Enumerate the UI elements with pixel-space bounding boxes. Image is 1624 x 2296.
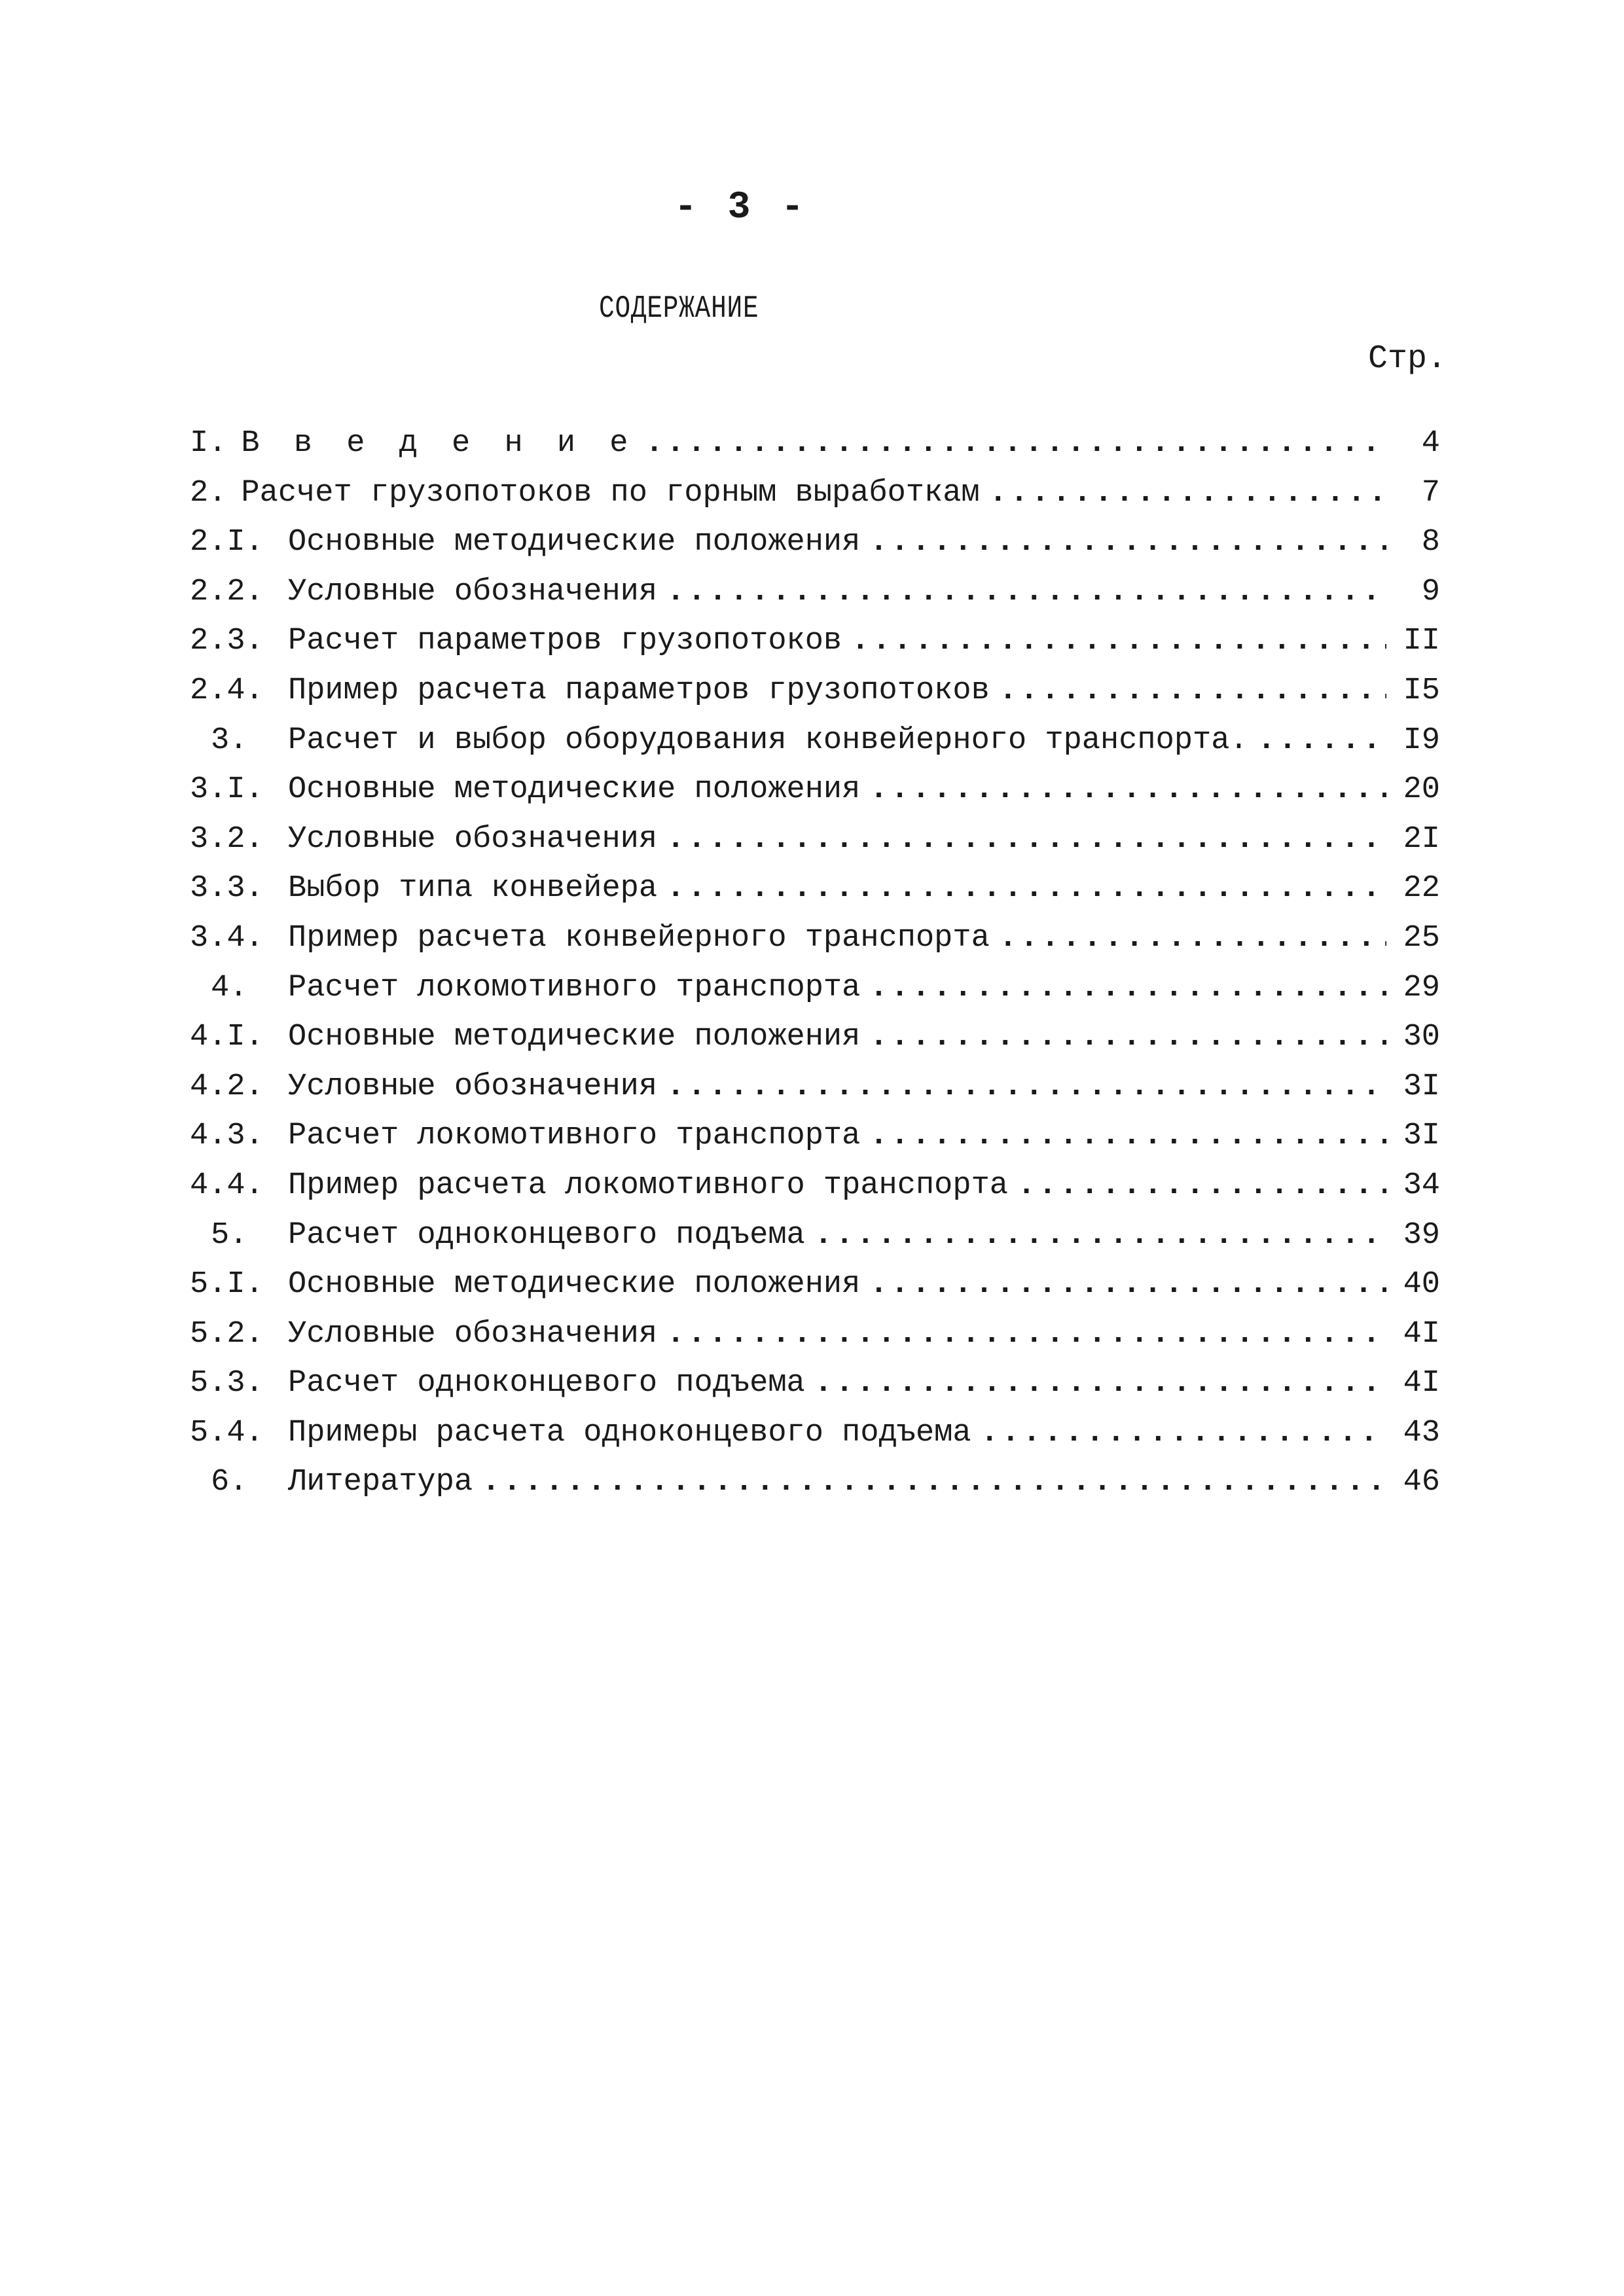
dot-leader bbox=[666, 864, 1386, 914]
toc-entry-number: 6. bbox=[211, 1465, 248, 1500]
toc-entry-number: 3.I. bbox=[190, 772, 264, 808]
dot-leader bbox=[869, 765, 1386, 815]
toc-entry-page: 40 bbox=[1403, 1267, 1440, 1302]
toc-entry-2-1 bbox=[190, 518, 1440, 567]
toc-entry-number: 3.2. bbox=[190, 821, 264, 857]
toc-entry-page: 25 bbox=[1403, 920, 1440, 956]
toc-entry-page: 8 bbox=[1421, 525, 1440, 560]
toc-entry-number: 4.2. bbox=[190, 1069, 264, 1104]
dot-leader bbox=[666, 815, 1386, 865]
toc-entry-1 bbox=[190, 419, 1440, 469]
toc-entry-number: 5.3. bbox=[190, 1366, 264, 1401]
toc-entry-number: 2.3. bbox=[190, 624, 264, 659]
dot-leader bbox=[1017, 1161, 1386, 1211]
toc-entry-number: 5.I. bbox=[190, 1267, 264, 1302]
toc-entry-4-1 bbox=[190, 1013, 1440, 1062]
toc-entry-page: 39 bbox=[1403, 1217, 1440, 1253]
toc-entry-title: Пример расчета конвейерного транспорта bbox=[288, 920, 990, 956]
toc-entry-3-4 bbox=[190, 914, 1440, 963]
toc-entry-number: 2.2. bbox=[190, 574, 264, 609]
toc-entry-page: 3I bbox=[1403, 1069, 1440, 1104]
toc-entry-page: I5 bbox=[1403, 673, 1440, 708]
toc-entry-2-3 bbox=[190, 617, 1440, 666]
toc-entry-title: Расчет одноконцевого подъема bbox=[288, 1366, 805, 1401]
toc-entry-number: 3.3. bbox=[190, 871, 264, 906]
toc-entry-page: 2I bbox=[1403, 821, 1440, 857]
toc-entry-page: 4I bbox=[1403, 1366, 1440, 1401]
table-of-contents bbox=[190, 419, 1440, 1507]
toc-entry-title: Расчет и выбор оборудования конвейерного транспорта. bbox=[288, 723, 1248, 758]
toc-entry-number: 3.4. bbox=[190, 920, 264, 956]
page-number: - 3 - bbox=[674, 187, 808, 229]
toc-entry-title: Основные методические положения bbox=[288, 1020, 861, 1055]
toc-entry-number: 5.2. bbox=[190, 1316, 264, 1352]
dot-leader bbox=[666, 1310, 1386, 1359]
toc-entry-title: Условные обозначения bbox=[288, 821, 658, 857]
page-column-label: Стр. bbox=[1368, 340, 1447, 378]
toc-entry-number: 4. bbox=[211, 970, 248, 1005]
toc-title: СОДЕРЖАНИЕ bbox=[599, 291, 759, 327]
dot-leader bbox=[869, 1013, 1386, 1062]
toc-entry-number: 4.4. bbox=[190, 1168, 264, 1203]
toc-entry-title: Основные методические положения bbox=[288, 772, 861, 808]
dot-leader bbox=[989, 469, 1386, 518]
toc-entry-6 bbox=[190, 1458, 1440, 1507]
toc-entry-3 bbox=[190, 716, 1440, 766]
toc-entry-page: 30 bbox=[1403, 1020, 1440, 1055]
toc-entry-title: Пример расчета параметров грузопотоков bbox=[288, 673, 990, 708]
dot-leader bbox=[666, 567, 1386, 617]
dot-leader bbox=[482, 1458, 1386, 1507]
dot-leader bbox=[869, 518, 1386, 567]
dot-leader bbox=[814, 1211, 1386, 1261]
toc-entry-5-2 bbox=[190, 1310, 1440, 1359]
toc-entry-number: 2. bbox=[190, 475, 227, 511]
toc-entry-2 bbox=[190, 469, 1440, 518]
toc-entry-title: Условные обозначения bbox=[288, 1316, 658, 1352]
toc-entry-5-4 bbox=[190, 1408, 1440, 1458]
dot-leader bbox=[869, 963, 1386, 1013]
toc-entry-page: 34 bbox=[1403, 1168, 1440, 1203]
toc-entry-title: Расчет грузопотоков по горным выработкам bbox=[241, 475, 980, 511]
toc-entry-5-1 bbox=[190, 1260, 1440, 1310]
toc-entry-page: 43 bbox=[1403, 1415, 1440, 1450]
dot-leader bbox=[869, 1111, 1386, 1161]
toc-entry-4 bbox=[190, 963, 1440, 1013]
toc-entry-page: 4 bbox=[1421, 426, 1440, 461]
dot-leader bbox=[814, 1359, 1386, 1408]
toc-entry-page: II bbox=[1403, 624, 1440, 659]
dot-leader bbox=[1257, 716, 1386, 766]
toc-entry-4-3 bbox=[190, 1111, 1440, 1161]
toc-entry-4-4 bbox=[190, 1161, 1440, 1211]
dot-leader bbox=[869, 1260, 1386, 1310]
toc-entry-title: Условные обозначения bbox=[288, 1069, 658, 1104]
toc-entry-number: 4.3. bbox=[190, 1119, 264, 1154]
toc-entry-number: 3. bbox=[211, 723, 248, 758]
toc-entry-title: Расчет одноконцевого подъема bbox=[288, 1217, 805, 1253]
toc-entry-3-3 bbox=[190, 864, 1440, 914]
toc-entry-2-2 bbox=[190, 567, 1440, 617]
dot-leader bbox=[999, 914, 1386, 963]
toc-entry-title: Расчет параметров грузопотоков bbox=[288, 624, 842, 659]
toc-entry-title: Основные методические положения bbox=[288, 525, 861, 560]
toc-entry-title: Основные методические положения bbox=[288, 1267, 861, 1302]
toc-entry-title: Условные обозначения bbox=[288, 574, 658, 609]
toc-entry-number: 2.4. bbox=[190, 673, 264, 708]
toc-entry-3-1 bbox=[190, 765, 1440, 815]
toc-entry-page: 7 bbox=[1421, 475, 1440, 511]
dot-leader bbox=[999, 666, 1386, 716]
toc-entry-number: 5. bbox=[211, 1217, 248, 1253]
toc-entry-page: 29 bbox=[1403, 970, 1440, 1005]
toc-entry-3-2 bbox=[190, 815, 1440, 865]
toc-entry-title: Примеры расчета одноконцевого подъема bbox=[288, 1415, 971, 1450]
toc-entry-page: 3I bbox=[1403, 1119, 1440, 1154]
toc-entry-number: 2.I. bbox=[190, 525, 264, 560]
toc-entry-page: 9 bbox=[1421, 574, 1440, 609]
toc-entry-page: 46 bbox=[1403, 1465, 1440, 1500]
toc-entry-title: Пример расчета локомотивного транспорта bbox=[288, 1168, 1008, 1203]
toc-entry-number: 4.I. bbox=[190, 1020, 264, 1055]
toc-entry-2-4 bbox=[190, 666, 1440, 716]
dot-leader bbox=[666, 1062, 1386, 1112]
toc-entry-page: 4I bbox=[1403, 1316, 1440, 1352]
toc-entry-title: Расчет локомотивного транспорта bbox=[288, 970, 861, 1005]
toc-entry-number: 5.4. bbox=[190, 1415, 264, 1450]
toc-entry-title: Расчет локомотивного транспорта bbox=[288, 1119, 861, 1154]
toc-entry-4-2 bbox=[190, 1062, 1440, 1112]
toc-entry-page: 22 bbox=[1403, 871, 1440, 906]
toc-entry-title: В в е д е н и е bbox=[241, 426, 636, 461]
toc-entry-number: I. bbox=[190, 426, 227, 461]
dot-leader bbox=[645, 419, 1387, 469]
toc-entry-page: 20 bbox=[1403, 772, 1440, 808]
toc-entry-5 bbox=[190, 1211, 1440, 1261]
toc-entry-page: I9 bbox=[1403, 723, 1440, 758]
toc-entry-5-3 bbox=[190, 1359, 1440, 1408]
dot-leader bbox=[851, 617, 1386, 666]
dot-leader bbox=[981, 1408, 1386, 1458]
toc-entry-title: Выбор типа конвейера bbox=[288, 871, 658, 906]
toc-entry-title: Литература bbox=[288, 1465, 473, 1500]
